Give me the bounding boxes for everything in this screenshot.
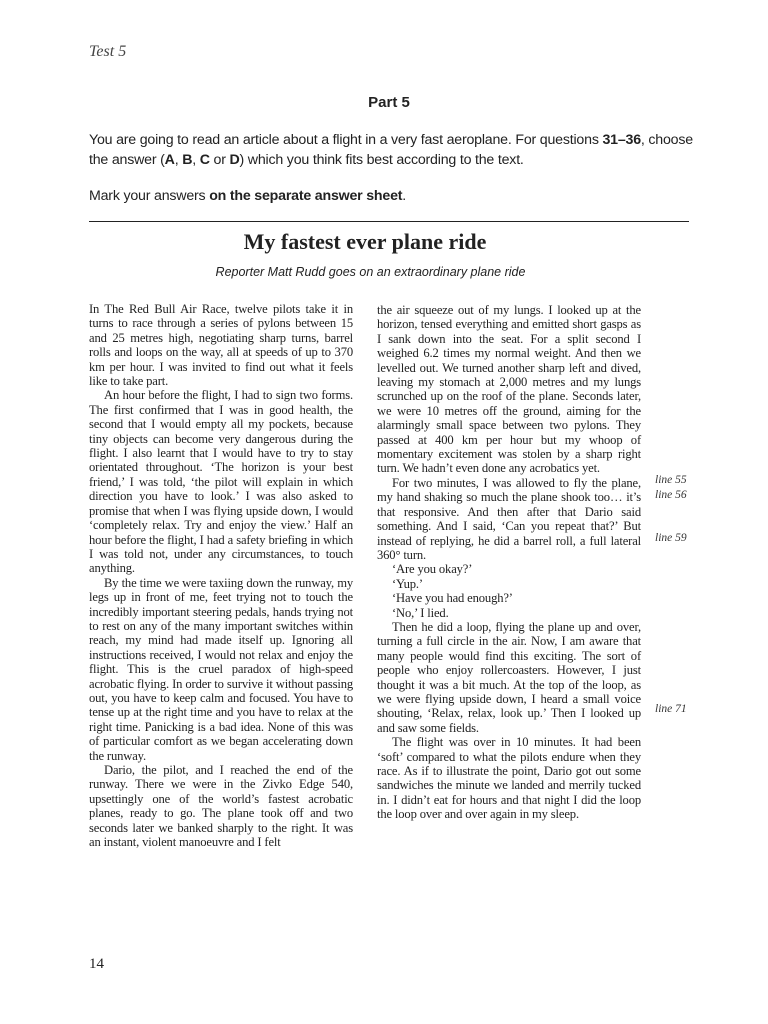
line-marker-55: line 55 [655, 474, 687, 486]
article-subtitle: Reporter Matt Rudd goes on an extraordinary plane ride [215, 265, 526, 279]
divider [89, 221, 689, 222]
article-column-right [377, 303, 641, 822]
instructions-text: or [209, 152, 230, 168]
option-a: A [164, 152, 175, 168]
article-column-left [89, 302, 353, 849]
article-title: My fastest ever plane ride [243, 229, 487, 254]
instructions-text: , [192, 152, 200, 168]
question-range: 31–36 [602, 132, 641, 148]
paragraph: the air squeeze out of my lungs. I looked up at the horizon, tensed everything and emitted short gasps as I sank down into the seat. For a split second I weighed 6.2 times my normal weight. And then we levelled out. We turned another sharp left and dived, leaving my stomach at 2,000 metres and my lungs scrunched up on the roof of the plane. Seconds later, we were 10 metres off the ground, aiming for the alarmingly small space between two pylons. They passed at 400 km per hour but my whoop of momentary excitement was stolen by a sharp right turn. We hadn’t even done any acrobatics yet. [377, 303, 641, 476]
paragraph: Then he did a loop, flying the plane up and over, turning a full circle in the air. Now, I am aware that many people would find this exciting. The sort of people who enjoy rollercoasters. However, I just thought it was a bit much. At the top of the loop, as we were flying upside down, I heard a small voice shouting, ‘Relax, relax, look up.’ Then I looked up and saw some fields. [377, 619, 641, 735]
instructions-text: ) which you think fits best according to the text. [239, 152, 524, 168]
answer-note-text: Mark your answers [89, 188, 210, 204]
instructions [89, 130, 695, 170]
paragraph: An hour before the flight, I had to sign two forms. The first confirmed that I was in good health, the second that I would empty all my pockets, because tiny objects can become very dangerous during the flight. I also learnt that I would have to try to stay orientated throughout. ‘The horizon is your best friend,’ I was told, ‘the pilot will explain in which direction you have to look.’ I was also asked to promise that when I was flying upside down, I would ‘completely relax. Try and enjoy the view.’ Half an hour before the flight, I had a safety briefing in which I was told not, under any circumstances, to touch anything. [89, 388, 353, 576]
line-marker-56: line 56 [655, 489, 687, 501]
part-title: Part 5 [368, 94, 410, 111]
paragraph: ‘Are you okay?’ [392, 562, 473, 577]
paragraph: In The Red Bull Air Race, twelve pilots take it in turns to race through a series of pylons between 15 and 25 metres high, negotiating sharp turns, barrel rolls and loops on the way, all at speeds of up to 370 km per hour. I was invited to find out what it feels like to take part. [89, 302, 353, 389]
paragraph: Dario, the pilot, and I reached the end of the runway. There we were in the Zivko Edge 540, upsettingly one of the world’s fastest acrobatic planes, ready to go. The plane took off and two seconds later we banked sharply to the right. It was an instant, violent manoeuvre and I felt [89, 763, 353, 850]
option-c: C [199, 152, 210, 168]
paragraph: For two minutes, I was allowed to fly the plane, my hand shaking so much the plane shook too… it’s that responsive. And then after that Dario said something. And I said, ‘Can you repeat that?’ But instead of replying, he did a barrel roll, a full lateral 360° turn. [377, 475, 641, 562]
instructions-text: , choose the answer ( [89, 132, 693, 168]
line-marker-71: line 71 [655, 703, 687, 715]
test-label: Test 5 [89, 43, 127, 60]
paragraph: ‘Yup.’ [392, 576, 423, 591]
option-b: B [182, 152, 193, 168]
answer-note-emphasis: on the separate answer sheet [209, 188, 403, 204]
paragraph: ‘No,’ I lied. [392, 605, 449, 620]
instructions-text: You are going to read an article about a flight in a very fast aeroplane. For questions [89, 132, 603, 148]
paragraph: The flight was over in 10 minutes. It had been ‘soft’ compared to what the pilots endure when they race. As if to illustrate the point, Dario got out some sandwiches the minute we landed and merrily tucked in. I didn’t eat for hours and that night I did the loop the loop over and over again in my sleep. [377, 735, 641, 822]
instructions-text: , [174, 152, 183, 168]
paragraph: By the time we were taxiing down the runway, my legs up in front of me, feet trying not to touch the incredibly important steering pedals, hands trying not to rest on any of the many important switches within reach, my mind had made itself up. Ignoring all instructions received, I would not relax and enjoy the flight. This is the cruel paradox of high-speed acrobatic flying. In order to survive it without passing out, you have to keep calm and focused. You have to tense up at the right time and you have to relax at the right time. Panicking is a bad idea. None of this was of particular comfort as we began accelerating down the runway. [89, 575, 353, 763]
answer-note-text: . [402, 188, 407, 204]
page-number: 14 [89, 956, 104, 972]
answer-note [89, 186, 689, 206]
paragraph: ‘Have you had enough?’ [392, 591, 513, 606]
line-marker-59: line 59 [655, 532, 687, 544]
option-d: D [229, 152, 240, 168]
